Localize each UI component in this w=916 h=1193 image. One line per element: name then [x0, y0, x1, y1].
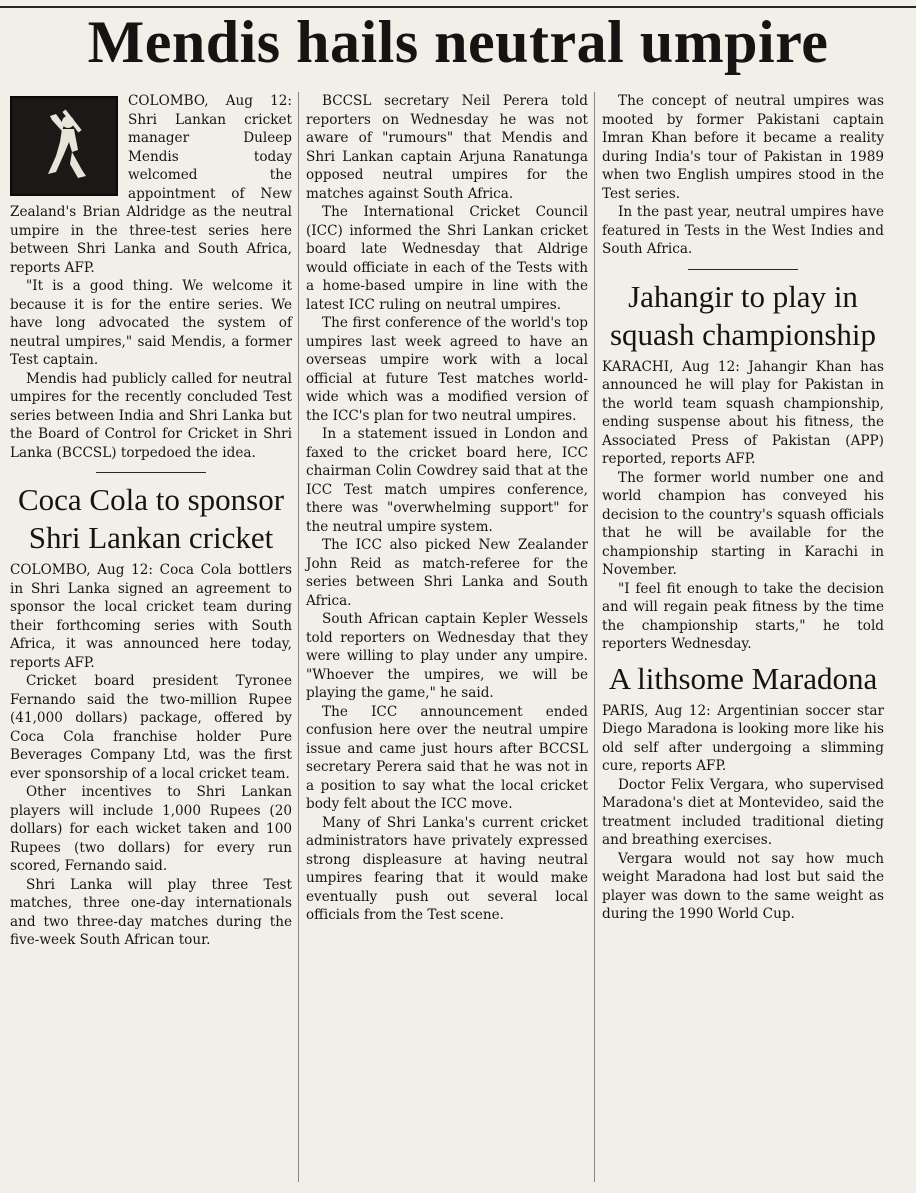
coca-paragraph: Shri Lanka will play three Test matches, three one-day internationals and two three-day matches during the five-week South African tour. [10, 876, 292, 948]
jahangir-paragraph: "I feel fit enough to take the decision and will regain peak fitness by the time the championship starts," he told reporters Wednesday. [602, 580, 884, 652]
jahangir-headline: Jahangir to play in squash championship [609, 278, 877, 352]
coca-paragraph: Cricket board president Tyronee Fernando said the two-million Rupee (41,000 dollars) package, offered by Coca Cola franchise holder Pure Beverages Company Ltd, was the first ever sponsorship of a local cricket team. [10, 673, 292, 782]
main-paragraph: In a statement issued in London and faxed to the cricket board here, ICC chairman Colin Cowdrey said that at the ICC Test match umpires conference, there was "overwhelming support" for the neutral umpire system. [306, 426, 588, 535]
main-paragraph: The International Cricket Council (ICC) informed the Shri Lankan cricket board late Wednesday that Aldrige would officiate in each of the Tests with a home-based umpire in line with the latest ICC ruling on neutral umpires. [306, 204, 588, 313]
maradona-paragraph: PARIS, Aug 12: Argentinian soccer star Diego Maradona is looking more like his old self after undergoing a slimming cure, reports AFP. [602, 702, 884, 774]
cricketer-silhouette-photo [10, 96, 118, 196]
story-divider [688, 269, 798, 270]
main-paragraph: COLOMBO, Aug 12: Shri Lankan cricket manager Duleep Mendis today welcomed the appointment of New Zealand's Brian Aldridge as the neutral umpire in the three-test series here between Shri Lanka and South Africa, reports AFP. [10, 93, 292, 276]
column-rule-2 [594, 92, 595, 1182]
column-1 [10, 92, 292, 950]
story-divider [96, 472, 206, 473]
batsman-silhouette-icon [12, 98, 116, 194]
jahangir-paragraph: The former world number one and world champion has conveyed his decision to the country's squash officials that he will be available for the championship starting in Karachi in November. [602, 469, 884, 578]
main-headline: Mendis hails neutral umpire [87, 9, 829, 75]
main-paragraph: The ICC also picked New Zealander John Reid as match-referee for the series between Shri Lanka and South Africa. [306, 537, 588, 609]
maradona-headline: A lithsome Maradona [608, 660, 878, 696]
main-paragraph: "It is a good thing. We welcome it because it is for the entire series. We have long advocated the system of neutral umpires," said Mendis, a former Test captain. [10, 278, 292, 368]
main-paragraph: Mendis had publicly called for neutral umpires for the recently concluded Test series between India and Shri Lanka but the Board of Control for Cricket in Shri Lanka (BCCSL) torpedoed the idea. [10, 370, 292, 461]
main-paragraph: The ICC announcement ended confusion here over the neutral umpire issue and came just hours after BCCSL secretary Perera said that he was not in a position to say what the local cricket body felt about the ICC move. [306, 703, 588, 812]
main-paragraph: South African captain Kepler Wessels told reporters on Wednesday that they were willing to play under any umpire. "Whoever the umpires, we will be playing the game," he said. [306, 611, 588, 701]
coca-paragraph: COLOMBO, Aug 12: Coca Cola bottlers in Shri Lanka signed an agreement to sponsor the local cricket team during their forthcoming series with South Africa, it was announced here today, reports AFP. [10, 562, 292, 671]
column-rule-1 [298, 92, 299, 1182]
coca-paragraph: Other incentives to Shri Lankan players will include 1,000 Rupees (20 dollars) for each wicket taken and 100 Rupees (two dollars) for every run scored, Fernando said. [10, 784, 292, 874]
main-paragraph: In the past year, neutral umpires have featured in Tests in the West Indies and South Africa. [602, 204, 884, 257]
main-paragraph: The first conference of the world's top umpires last week agreed to have an overseas umpire work with a local official at future Test matches world-wide which was a modified version of the ICC's plan for two neutral umpires. [306, 315, 588, 424]
maradona-paragraph: Doctor Felix Vergara, who supervised Maradona's diet at Montevideo, said the treatment included traditional dieting and breathing exercises. [602, 776, 884, 848]
main-paragraph: BCCSL secretary Neil Perera told reporters on Wednesday he was not aware of "rumours" that Mendis and Shri Lankan captain Arjuna Ranatunga opposed neutral umpires for the matches against South Africa. [306, 93, 588, 202]
jahangir-paragraph: KARACHI, Aug 12: Jahangir Khan has announced he will play for Pakistan in the world team squash championship, ending suspense about his fitness, the Associated Press of Pakistan (APP) reported, reports AFP. [602, 358, 884, 467]
main-paragraph: The concept of neutral umpires was mooted by former Pakistani captain Imran Khan before it became a reality during India's tour of Pakistan in 1989 when two English umpires stood in the Test series. [602, 93, 884, 202]
column-3 [602, 92, 884, 924]
main-paragraph: Many of Shri Lanka's current cricket administrators have privately expressed strong displeasure at having neutral umpires fearing that it would make eventually push out several local officials from the Test scene. [306, 814, 588, 923]
maradona-paragraph: Vergara would not say how much weight Maradona had lost but said the player was down to the same weight as during the 1990 World Cup. [602, 850, 884, 922]
column-2 [306, 92, 588, 925]
coca-cola-headline: Coca Cola to sponsor Shri Lankan cricket [17, 482, 285, 555]
